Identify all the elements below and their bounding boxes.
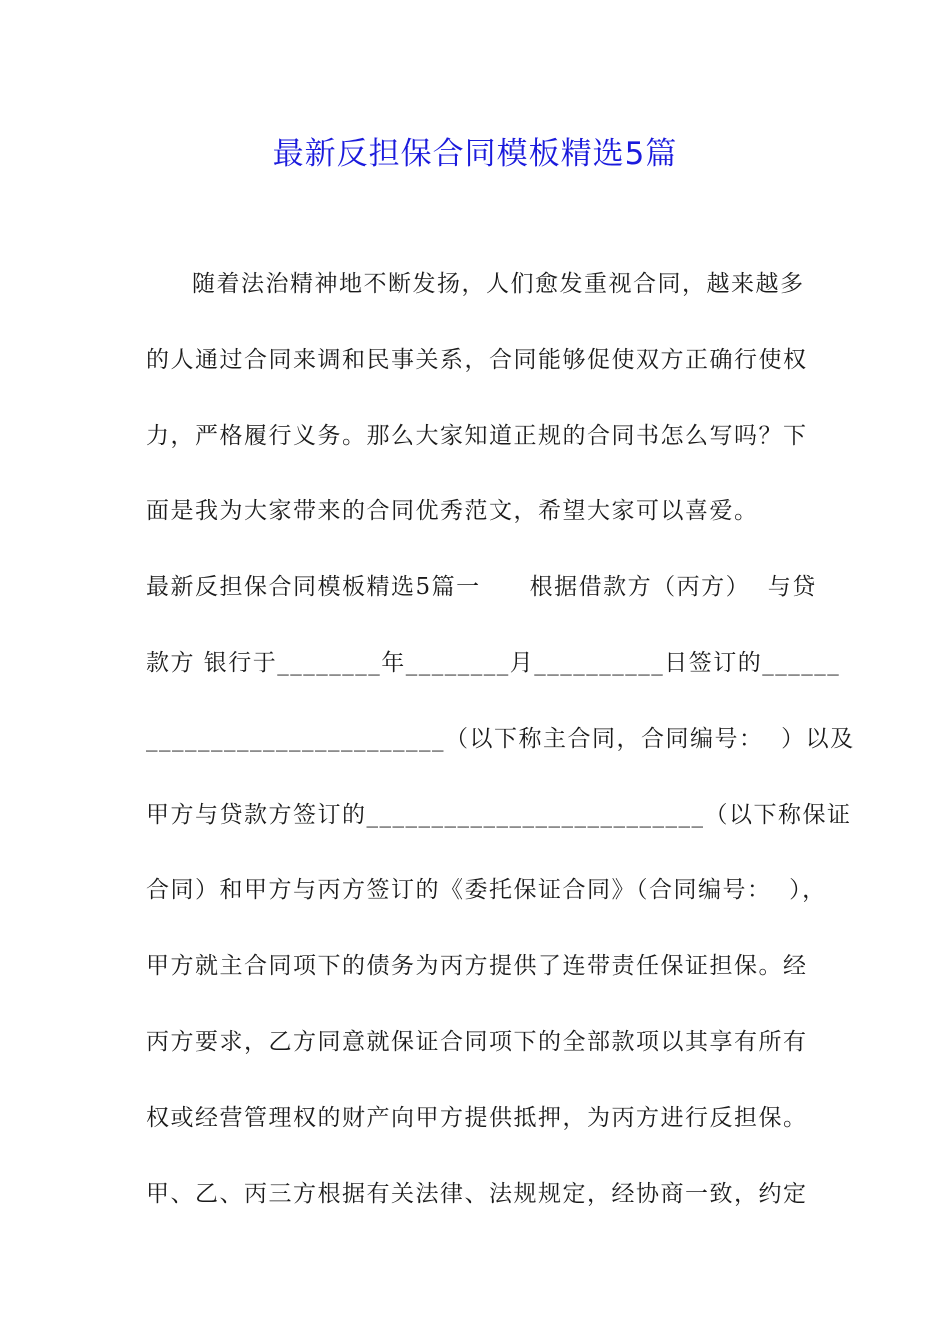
paragraph-line: 甲方与贷款方签订的__________________________（以下称保证 (146, 801, 852, 828)
paragraph-line: _______________________（以下称主合同，合同编号： ）以及 (146, 725, 855, 752)
section-heading-line: 最新反担保合同模板精选5篇一 根据借款方（丙方） 与贷 (146, 574, 817, 601)
paragraph-line: 面是我为大家带来的合同优秀范文，希望大家可以喜爱。 (146, 498, 759, 525)
paragraph-line: 丙方要求，乙方同意就保证合同项下的全部款项以其享有所有 (146, 1028, 808, 1055)
paragraph-line: 随着法治精神地不断发扬，人们愈发重视合同，越来越多 (192, 271, 805, 297)
paragraph-line: 力，严格履行义务。那么大家知道正规的合同书怎么写吗？下 (146, 422, 808, 449)
paragraph-line: 款方 银行于________年________月__________日签订的______ (146, 649, 841, 676)
paragraph-line: 甲、乙、丙三方根据有关法律、法规规定，经协商一致，约定 (146, 1180, 808, 1207)
paragraph-line: 合同）和甲方与丙方签订的《委托保证合同》（合同编号： ）， (146, 877, 827, 904)
paragraph-line: 权或经营管理权的财产向甲方提供抵押，为丙方进行反担保。 (146, 1104, 808, 1131)
paragraph-line: 的人通过合同来调和民事关系，合同能够促使双方正确行使权 (146, 346, 808, 373)
document-title: 最新反担保合同模板精选5篇 (272, 136, 678, 172)
document-body (146, 262, 855, 1247)
paragraph-line: 甲方就主合同项下的债务为丙方提供了连带责任保证担保。经 (146, 953, 808, 980)
